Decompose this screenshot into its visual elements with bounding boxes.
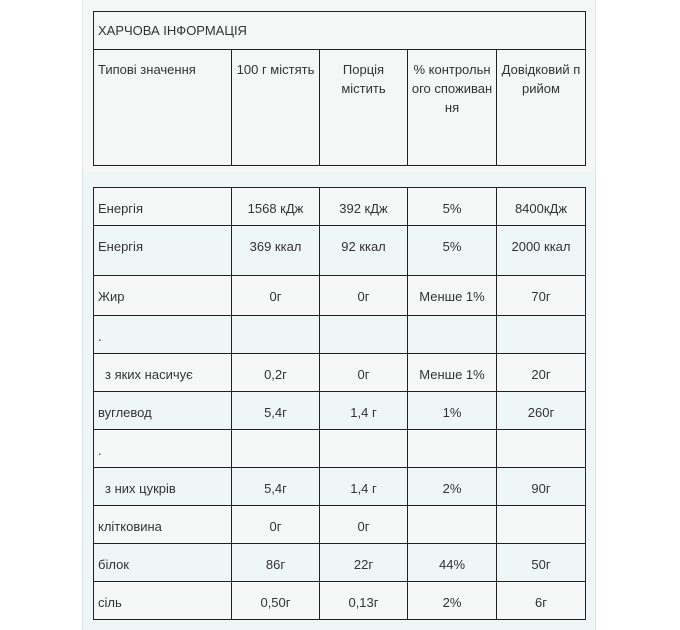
cell-per-100g: 0,2г — [232, 354, 320, 392]
cell-per-portion: 0г — [320, 276, 408, 316]
cell-percent: 1% — [408, 392, 497, 430]
cell-label: Енергія — [94, 226, 232, 276]
cell-label: вуглевод — [94, 392, 232, 430]
table-row — [94, 468, 586, 506]
cell-per-portion: 0,13г — [320, 582, 408, 620]
cell-label: з них цукрів — [94, 468, 232, 506]
cell-reference — [497, 316, 586, 354]
cell-reference: 6г — [497, 582, 586, 620]
cell-per-100g: 5,4г — [232, 392, 320, 430]
cell-percent: 44% — [408, 544, 497, 582]
table-row — [94, 392, 586, 430]
cell-reference: 90г — [497, 468, 586, 506]
header-typical-values: Типові значення — [94, 50, 232, 166]
table-row — [94, 544, 586, 582]
cell-per-portion — [320, 316, 408, 354]
table-row — [94, 276, 586, 316]
table-row — [94, 188, 586, 226]
table-row — [94, 506, 586, 544]
cell-per-100g: 0г — [232, 276, 320, 316]
header-percent-reference: % контрольного споживання — [408, 50, 497, 166]
cell-per-portion: 92 ккал — [320, 226, 408, 276]
cell-per-100g: 369 ккал — [232, 226, 320, 276]
cell-per-portion: 392 кДж — [320, 188, 408, 226]
cell-label: клітковина — [94, 506, 232, 544]
cell-label: з яких насичує — [94, 354, 232, 392]
table-row — [94, 582, 586, 620]
cell-per-100g — [232, 430, 320, 468]
cell-percent: 2% — [408, 468, 497, 506]
cell-percent — [408, 506, 497, 544]
cell-per-portion: 22г — [320, 544, 408, 582]
cell-label: . — [94, 430, 232, 468]
table-row — [94, 316, 586, 354]
cell-per-100g: 0г — [232, 506, 320, 544]
cell-per-100g: 86г — [232, 544, 320, 582]
cell-per-portion: 0г — [320, 506, 408, 544]
cell-reference — [497, 430, 586, 468]
cell-reference: 2000 ккал — [497, 226, 586, 276]
table-row — [94, 430, 586, 468]
cell-label: Жир — [94, 276, 232, 316]
cell-per-100g: 0,50г — [232, 582, 320, 620]
cell-per-portion: 1,4 г — [320, 392, 408, 430]
cell-percent: Менше 1% — [408, 354, 497, 392]
cell-per-portion: 0г — [320, 354, 408, 392]
nutrition-header-table — [93, 11, 586, 166]
cell-reference: 20г — [497, 354, 586, 392]
cell-reference: 70г — [497, 276, 586, 316]
cell-reference: 50г — [497, 544, 586, 582]
header-per-portion: Порція містить — [320, 50, 408, 166]
cell-label: сіль — [94, 582, 232, 620]
cell-label: . — [94, 316, 232, 354]
cell-label: Енергія — [94, 188, 232, 226]
cell-per-100g: 1568 кДж — [232, 188, 320, 226]
cell-label: білок — [94, 544, 232, 582]
cell-per-portion — [320, 430, 408, 468]
cell-per-portion: 1,4 г — [320, 468, 408, 506]
cell-reference — [497, 506, 586, 544]
cell-percent: 5% — [408, 188, 497, 226]
table-title: ХАРЧОВА ІНФОРМАЦІЯ — [94, 12, 586, 50]
cell-per-100g: 5,4г — [232, 468, 320, 506]
cell-percent: 2% — [408, 582, 497, 620]
cell-percent: Менше 1% — [408, 276, 497, 316]
nutrition-table — [93, 187, 586, 620]
table-row — [94, 226, 586, 276]
cell-percent: 5% — [408, 226, 497, 276]
cell-percent — [408, 316, 497, 354]
header-reference-intake: Довідковий прийом — [497, 50, 586, 166]
cell-percent — [408, 430, 497, 468]
header-per-100g: 100 г містять — [232, 50, 320, 166]
table-row — [94, 354, 586, 392]
cell-reference: 8400кДж — [497, 188, 586, 226]
cell-per-100g — [232, 316, 320, 354]
cell-reference: 260г — [497, 392, 586, 430]
